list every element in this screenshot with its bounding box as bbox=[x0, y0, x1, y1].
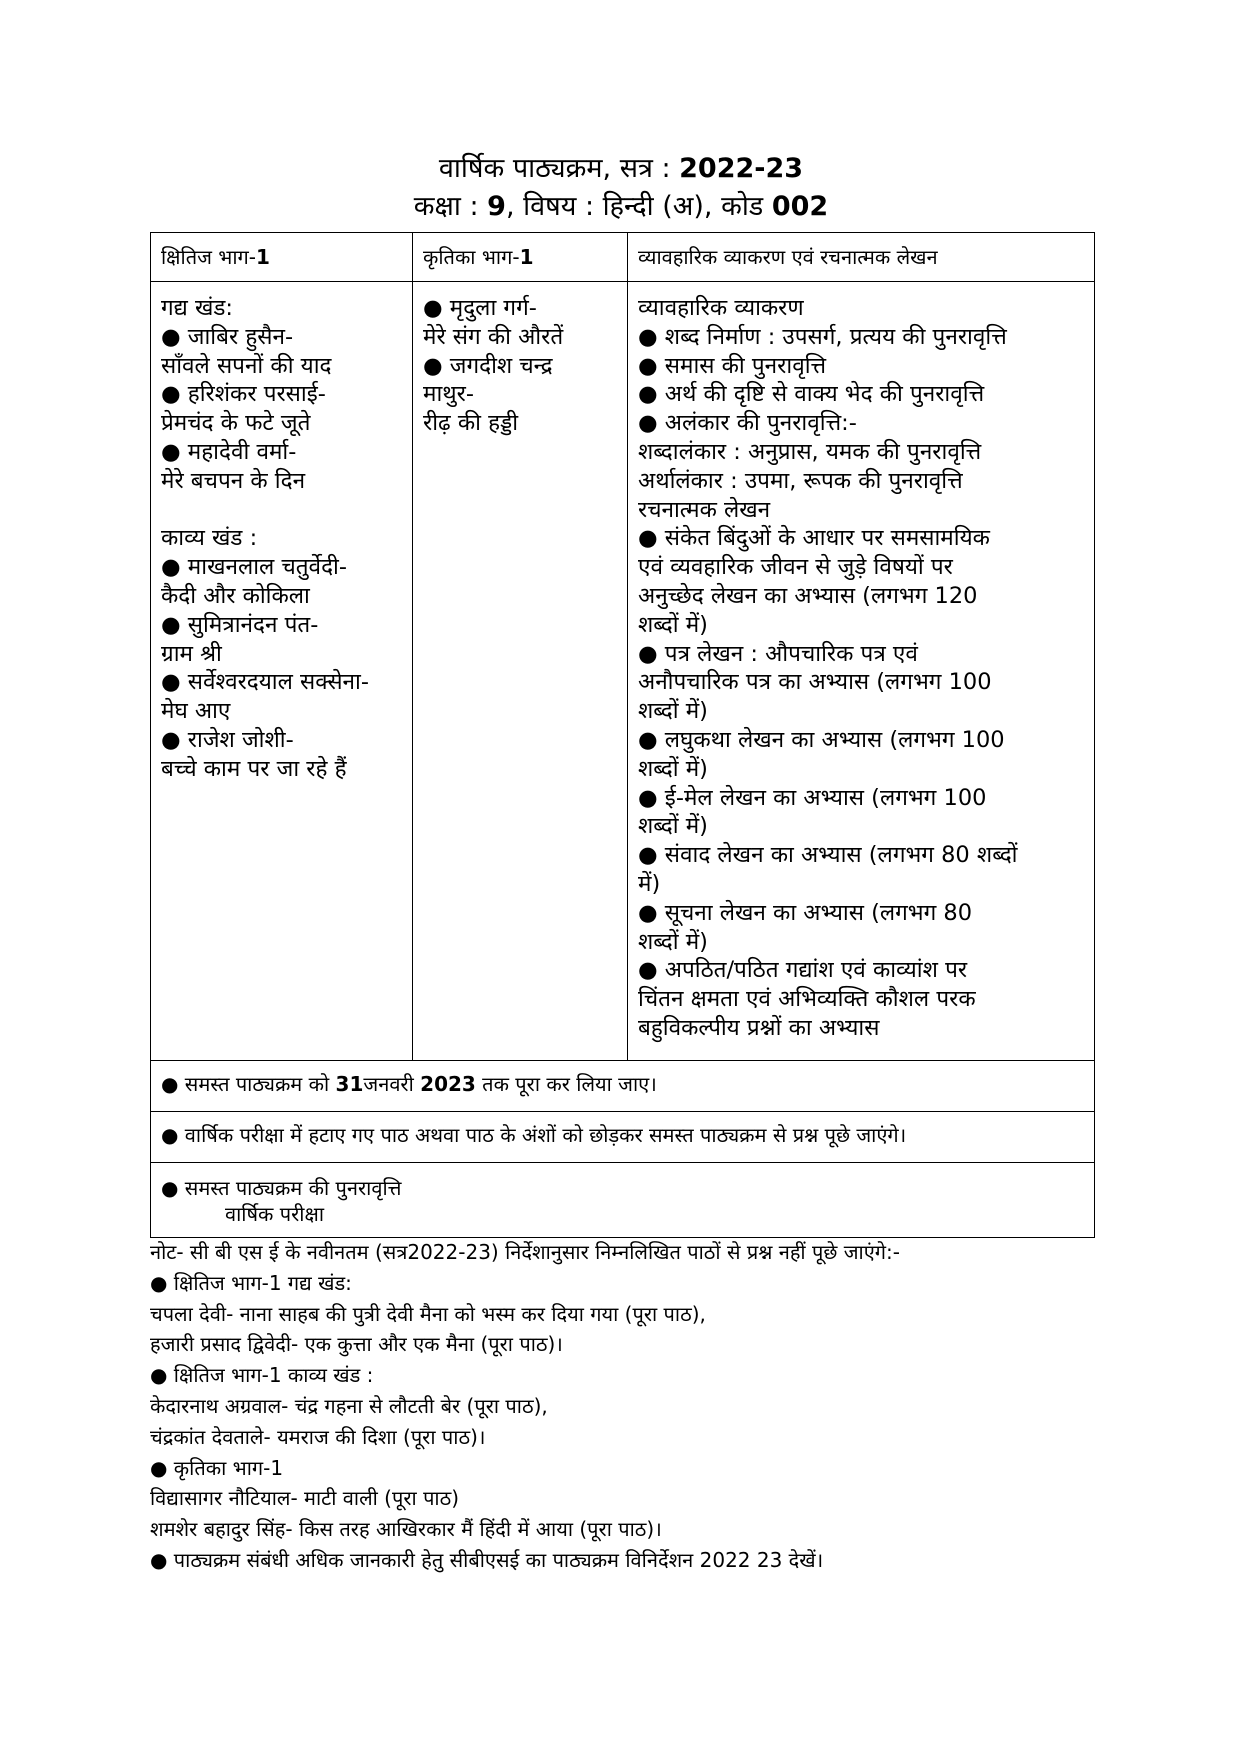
kshitij-poetry-line: ● माखनलाल चतुर्वेदी- bbox=[161, 554, 347, 581]
note-line: केदारनाथ अग्रवाल- चंद्र गहना से लौटती बेर (पूरा पाठ), bbox=[150, 1393, 548, 1418]
deadline-note: ● समस्त पाठ्यक्रम को 31जनवरी 2023 तक पूरा कर लिया जाए। bbox=[161, 1072, 657, 1096]
kshitij-poetry-line: बच्चे काम पर जा रहे हैं bbox=[161, 755, 347, 782]
kritika-list bbox=[423, 294, 619, 438]
grammar-line: शब्दों में) bbox=[638, 928, 708, 955]
page-subtitle bbox=[0, 190, 1242, 224]
title-session: 2022-23 bbox=[679, 153, 804, 184]
grammar-line: बहुविकल्पीय प्रश्नों का अभ्यास bbox=[638, 1014, 880, 1041]
annual-exam-line: वार्षिक परीक्षा bbox=[225, 1202, 324, 1226]
footer-row-deadline bbox=[151, 1061, 1095, 1112]
note-line: ● पाठ्यक्रम संबंधी अधिक जानकारी हेतु सीबीएसई का पाठ्यक्रम विनिर्देशन 2022 23 देखें। bbox=[150, 1547, 824, 1572]
revision-note bbox=[151, 1163, 1094, 1227]
kshitij-poetry-line: काव्य खंड : bbox=[161, 525, 258, 552]
table-content-row bbox=[151, 282, 1095, 1061]
exam-note: ● वार्षिक परीक्षा में हटाए गए पाठ अथवा पाठ के अंशों को छोड़कर समस्त पाठ्यक्रम से प्रश्न पूछे जाएंगे। bbox=[161, 1123, 907, 1147]
kshitij-prose-list bbox=[161, 294, 404, 496]
grammar-line: ● पत्र लेखन : औपचारिक पत्र एवं bbox=[638, 640, 918, 667]
grammar-line: अनौपचारिक पत्र का अभ्यास (लगभग 100 bbox=[638, 669, 992, 696]
kritika-line: माथुर- bbox=[423, 381, 474, 408]
grammar-line: ● अलंकार की पुनरावृत्ति:- bbox=[638, 410, 857, 437]
kshitij-poetry-line: ● राजेश जोशी- bbox=[161, 726, 294, 753]
table-header-row bbox=[151, 233, 1095, 282]
note-line: ● क्षितिज भाग-1 गद्य खंड: bbox=[150, 1270, 352, 1295]
column-header-kritika: कृतिका भाग-1 bbox=[413, 233, 628, 282]
grammar-line: अनुच्छेद लेखन का अभ्यास (लगभग 120 bbox=[638, 582, 978, 609]
kshitij-prose-line: प्रेमचंद के फटे जूते bbox=[161, 410, 311, 437]
footer-row-exam bbox=[151, 1112, 1095, 1163]
grammar-line: ● लघुकथा लेखन का अभ्यास (लगभग 100 bbox=[638, 726, 1005, 753]
grammar-line: शब्दों में) bbox=[638, 813, 708, 840]
kshitij-poetry-line: ● सर्वेश्वरदयाल सक्सेना- bbox=[161, 669, 369, 696]
grammar-line: ● सूचना लेखन का अभ्यास (लगभग 80 bbox=[638, 899, 973, 926]
grammar-line: रचनात्मक लेखन bbox=[638, 496, 771, 523]
class-label: कक्षा : bbox=[413, 191, 488, 222]
class-number: 9 bbox=[487, 191, 506, 222]
notes-section bbox=[150, 1237, 1094, 1576]
footer-row-revision bbox=[151, 1163, 1095, 1238]
kshitij-prose-line: ● जाबिर हुसैन- bbox=[161, 323, 294, 350]
note-line: नोट- सी बी एस ई के नवीनतम (सत्र2022-23) निर्देशानुसार निम्नलिखित पाठों से प्रश्न नहीं पूछे जाएंगे:- bbox=[150, 1240, 901, 1264]
grammar-line: ● अर्थ की दृष्टि से वाक्य भेद की पुनरावृत्ति bbox=[638, 381, 985, 408]
kshitij-prose-line: ● महादेवी वर्मा- bbox=[161, 438, 297, 465]
grammar-line: शब्दों में) bbox=[638, 755, 708, 782]
grammar-line: ● अपठित/पठित गद्यांश एवं काव्यांश पर bbox=[638, 957, 968, 984]
note-line: हजारी प्रसाद द्विवेदी- एक कुत्ता और एक मैना (पूरा पाठ)। bbox=[150, 1332, 563, 1357]
column-header-kshitij: क्षितिज भाग-1 bbox=[151, 233, 413, 282]
subject-prefix: , विषय : हिन्दी (अ), कोड bbox=[505, 191, 772, 222]
grammar-line: ● समास की पुनरावृत्ति bbox=[638, 352, 827, 379]
kritika-line: मेरे संग की औरतें bbox=[423, 323, 564, 350]
note-line: चपला देवी- नाना साहब की पुत्री देवी मैना को भस्म कर दिया गया (पूरा पाठ), bbox=[150, 1301, 706, 1326]
kshitij-prose-line: ● हरिशंकर परसाई- bbox=[161, 381, 326, 408]
kshitij-poetry-list bbox=[161, 524, 404, 783]
column-header-grammar: व्यावहारिक व्याकरण एवं रचनात्मक लेखन bbox=[628, 233, 1095, 282]
kshitij-poetry-line: मेघ आए bbox=[161, 698, 231, 725]
kritika-cell bbox=[413, 282, 628, 1061]
kshitij-poetry-line: कैदी और कोकिला bbox=[161, 582, 310, 609]
note-line: शमशेर बहादुर सिंह- किस तरह आखिरकार मैं हिंदी में आया (पूरा पाठ)। bbox=[150, 1517, 662, 1542]
grammar-line: ● संवाद लेखन का अभ्यास (लगभग 80 शब्दों bbox=[638, 842, 1018, 869]
kshitij-prose-line: साँवले सपनों की याद bbox=[161, 352, 332, 379]
kshitij-prose-line: गद्य खंड: bbox=[161, 295, 234, 321]
grammar-line: ● शब्द निर्माण : उपसर्ग, प्रत्यय की पुनरावृत्ति bbox=[638, 323, 1007, 350]
grammar-cell bbox=[628, 282, 1095, 1061]
grammar-line: में) bbox=[638, 870, 661, 897]
grammar-line: ● संकेत बिंदुओं के आधार पर समसामयिक bbox=[638, 525, 990, 552]
grammar-line: ● ई-मेल लेखन का अभ्यास (लगभग 100 bbox=[638, 784, 987, 811]
grammar-line: अर्थालंकार : उपमा, रूपक की पुनरावृत्ति bbox=[638, 467, 963, 494]
page-title bbox=[0, 152, 1242, 186]
kritika-line: ● मृदुला गर्ग- bbox=[423, 295, 537, 321]
grammar-line: व्यावहारिक व्याकरण bbox=[638, 295, 804, 321]
grammar-line: एवं व्यवहारिक जीवन से जुड़े विषयों पर bbox=[638, 554, 953, 581]
note-line: ● कृतिका भाग-1 bbox=[150, 1455, 284, 1480]
subject-code: 002 bbox=[771, 191, 829, 222]
grammar-line: शब्दालंकार : अनुप्रास, यमक की पुनरावृत्ति bbox=[638, 438, 982, 465]
note-line: चंद्रकांत देवताले- यमराज की दिशा (पूरा पाठ)। bbox=[150, 1424, 486, 1449]
note-line: विद्यासागर नौटियाल- माटी वाली (पूरा पाठ) bbox=[150, 1486, 460, 1511]
syllabus-table bbox=[150, 232, 1095, 1238]
grammar-line: शब्दों में) bbox=[638, 611, 708, 638]
kritika-line: ● जगदीश चन्द्र bbox=[423, 352, 553, 379]
revision-line: ● समस्त पाठ्यक्रम की पुनरावृत्ति bbox=[161, 1176, 402, 1200]
title-prefix: वार्षिक पाठ्यक्रम, सत्र : bbox=[438, 153, 680, 184]
kshitij-prose-line: मेरे बचपन के दिन bbox=[161, 467, 306, 494]
grammar-line: शब्दों में) bbox=[638, 698, 708, 725]
grammar-line: चिंतन क्षमता एवं अभिव्यक्ति कौशल परक bbox=[638, 986, 976, 1013]
grammar-list bbox=[638, 294, 1086, 1043]
kshitij-poetry-line: ग्राम श्री bbox=[161, 640, 222, 667]
kshitij-poetry-line: ● सुमित्रानंदन पंत- bbox=[161, 611, 319, 638]
note-line: ● क्षितिज भाग-1 काव्य खंड : bbox=[150, 1363, 374, 1388]
kritika-line: रीढ़ की हड्डी bbox=[423, 410, 519, 437]
kshitij-cell bbox=[151, 282, 413, 1061]
